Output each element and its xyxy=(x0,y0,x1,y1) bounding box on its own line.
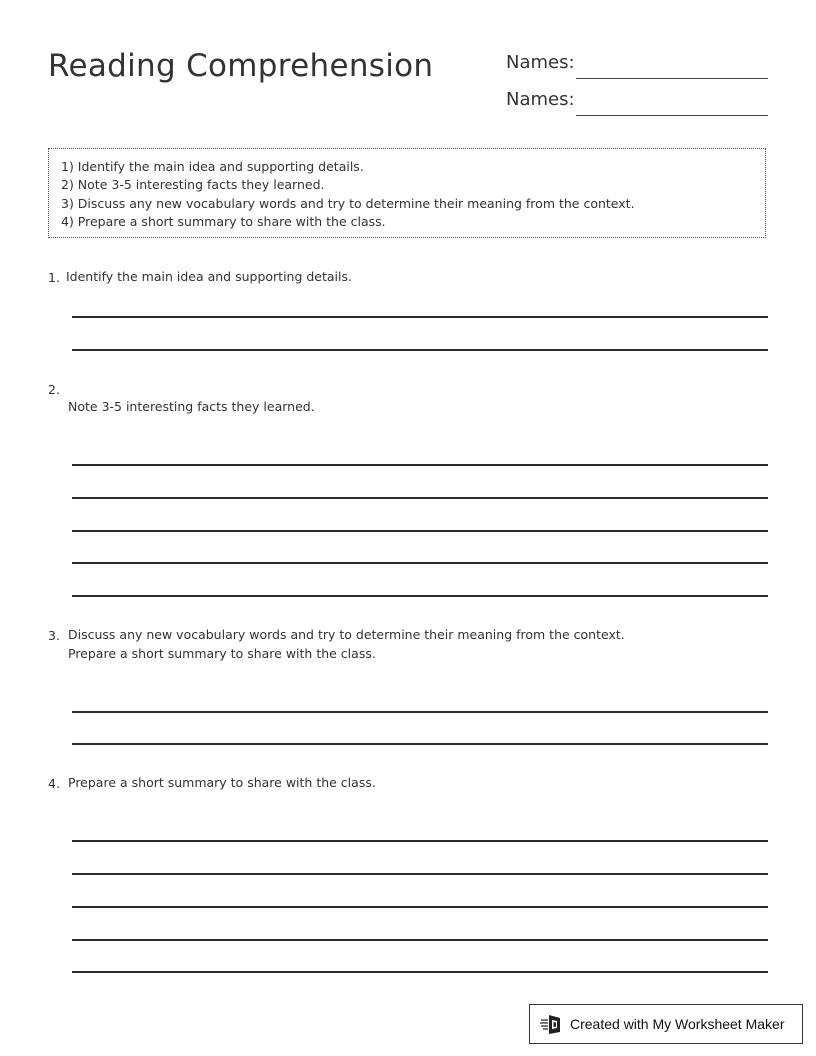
answer-line[interactable] xyxy=(72,743,768,745)
instruction-item: 3) Discuss any new vocabulary words and try to determine their meaning from the context. xyxy=(61,195,635,211)
answer-line[interactable] xyxy=(72,349,768,351)
name-label: Names: xyxy=(506,52,575,73)
answer-line[interactable] xyxy=(72,711,768,713)
answer-line[interactable] xyxy=(72,497,768,499)
answer-line[interactable] xyxy=(72,906,768,908)
name-blank-line[interactable] xyxy=(576,115,768,116)
question-line: Prepare a short summary to share with the class. xyxy=(68,775,376,790)
question-text xyxy=(66,268,352,287)
question-number: 4. xyxy=(48,776,60,791)
created-with-badge[interactable] xyxy=(529,1004,803,1044)
answer-line[interactable] xyxy=(72,562,768,564)
question-text xyxy=(68,398,315,417)
answer-line[interactable] xyxy=(72,530,768,532)
instructions-box xyxy=(48,148,766,238)
instruction-item: 2) Note 3-5 interesting facts they learned. xyxy=(61,177,325,193)
instruction-item: 1) Identify the main idea and supporting details. xyxy=(61,159,364,174)
question-number: 1. xyxy=(48,270,60,285)
question-text xyxy=(68,774,376,793)
answer-line[interactable] xyxy=(72,464,768,466)
question-number: 2. xyxy=(48,382,60,397)
instruction-item: 4) Prepare a short summary to share with the class. xyxy=(61,213,386,229)
answer-line[interactable] xyxy=(72,840,768,842)
question-line: Discuss any new vocabulary words and try to determine their meaning from the context. xyxy=(68,627,625,642)
name-label: Names: xyxy=(506,89,575,110)
answer-line[interactable] xyxy=(72,939,768,941)
worksheet-maker-logo-icon xyxy=(540,1013,564,1035)
question-text xyxy=(68,626,625,663)
name-field-1[interactable] xyxy=(506,50,768,80)
name-field-2[interactable] xyxy=(506,87,768,117)
question-line: Prepare a short summary to share with the class. xyxy=(68,645,376,661)
page-title: Reading Comprehension xyxy=(48,48,434,84)
question-line: Identify the main idea and supporting details. xyxy=(66,269,352,284)
badge-text: Created with My Worksheet Maker xyxy=(570,1016,785,1032)
question-number: 3. xyxy=(48,628,60,643)
answer-line[interactable] xyxy=(72,595,768,597)
answer-line[interactable] xyxy=(72,873,768,875)
name-blank-line[interactable] xyxy=(576,78,768,79)
question-line: Note 3-5 interesting facts they learned. xyxy=(68,399,315,414)
answer-line[interactable] xyxy=(72,971,768,973)
answer-line[interactable] xyxy=(72,316,768,318)
